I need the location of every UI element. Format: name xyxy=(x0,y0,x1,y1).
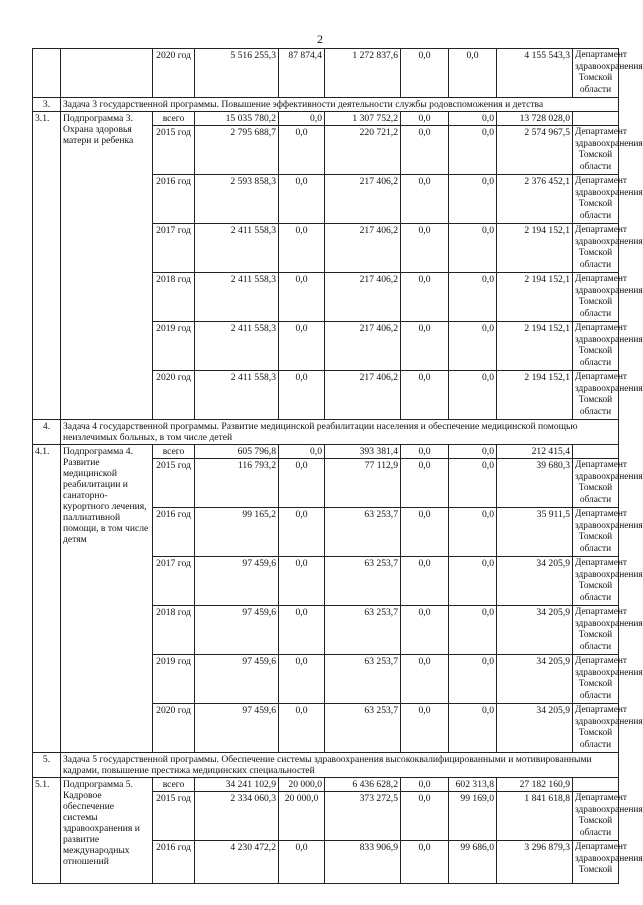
year-cell: 2016 год xyxy=(153,175,195,224)
subprogram-name: Подпрограмма 5. Кадровое обеспечение системы здравоохранения и развитие международных отношений xyxy=(61,778,153,884)
federal-cell: 0,0 xyxy=(279,459,325,508)
department-cell: Департамент здравоохранения Томской области xyxy=(573,175,619,224)
year-cell: 2020 год xyxy=(153,49,195,98)
department-cell: Департамент здравоохранения Томской области xyxy=(573,224,619,273)
tfoms-cell: 13 728 028,0 xyxy=(497,112,573,126)
total-cell: 97 459,6 xyxy=(195,557,279,606)
department-cell: Департамент здравоохранения Томской области xyxy=(573,322,619,371)
regional-cell: 1 307 752,2 xyxy=(325,112,401,126)
total-cell: 34 241 102,9 xyxy=(195,778,279,792)
regional-cell: 1 272 837,6 xyxy=(325,49,401,98)
year-cell: 2018 год xyxy=(153,606,195,655)
department-cell: Департамент здравоохранения Томской области xyxy=(573,49,619,98)
period-label: всего xyxy=(153,445,195,459)
local-cell: 0,0 xyxy=(401,175,449,224)
department-cell xyxy=(573,445,619,459)
other-cell: 0,0 xyxy=(449,175,497,224)
year-cell: 2018 год xyxy=(153,273,195,322)
local-cell: 0,0 xyxy=(401,445,449,459)
regional-cell: 833 906,9 xyxy=(325,841,401,884)
task-description: Задача 5 государственной программы. Обеспечение системы здравоохранения высококвалифицированными и мотивированными кадрами, повышение престижа медицинских специальностей xyxy=(61,753,619,778)
tfoms-cell: 2 194 152,1 xyxy=(497,371,573,420)
other-cell: 0,0 xyxy=(449,655,497,704)
financing-table xyxy=(32,48,643,884)
tfoms-cell: 3 296 879,3 xyxy=(497,841,573,884)
regional-cell: 373 272,5 xyxy=(325,792,401,841)
federal-cell: 0,0 xyxy=(279,126,325,175)
year-cell: 2019 год xyxy=(153,655,195,704)
tfoms-cell: 34 205,9 xyxy=(497,606,573,655)
department-cell: Департамент здравоохранения Томской области xyxy=(573,508,619,557)
federal-cell: 0,0 xyxy=(279,704,325,753)
year-cell: 2016 год xyxy=(153,508,195,557)
regional-cell: 63 253,7 xyxy=(325,655,401,704)
subprogram-number: 4.1. xyxy=(33,445,61,753)
period-label: всего xyxy=(153,112,195,126)
tfoms-cell: 34 205,9 xyxy=(497,655,573,704)
local-cell: 0,0 xyxy=(401,371,449,420)
other-cell: 0,0 xyxy=(449,273,497,322)
regional-cell: 217 406,2 xyxy=(325,224,401,273)
total-cell: 2 411 558,3 xyxy=(195,371,279,420)
table-row xyxy=(33,49,619,98)
total-cell: 97 459,6 xyxy=(195,704,279,753)
tfoms-cell: 34 205,9 xyxy=(497,704,573,753)
other-cell: 0,0 xyxy=(449,704,497,753)
other-cell: 0,0 xyxy=(449,126,497,175)
year-cell: 2015 год xyxy=(153,459,195,508)
department-cell xyxy=(573,778,619,792)
tfoms-cell: 1 841 618,8 xyxy=(497,792,573,841)
total-cell: 97 459,6 xyxy=(195,655,279,704)
department-cell: Департамент здравоохранения Томской области xyxy=(573,557,619,606)
regional-cell: 217 406,2 xyxy=(325,175,401,224)
tfoms-cell: 35 911,5 xyxy=(497,508,573,557)
local-cell: 0,0 xyxy=(401,49,449,98)
regional-cell: 63 253,7 xyxy=(325,606,401,655)
federal-cell: 0,0 xyxy=(279,175,325,224)
local-cell: 0,0 xyxy=(401,655,449,704)
task-number: 3. xyxy=(33,98,61,112)
other-cell: 99 686,0 xyxy=(449,841,497,884)
department-cell xyxy=(573,112,619,126)
federal-cell: 0,0 xyxy=(279,841,325,884)
department-cell: Департамент здравоохранения Томской области xyxy=(573,792,619,841)
regional-cell: 217 406,2 xyxy=(325,371,401,420)
regional-cell: 63 253,7 xyxy=(325,557,401,606)
other-cell: 0,0 xyxy=(449,322,497,371)
tfoms-cell: 4 155 543,3 xyxy=(497,49,573,98)
department-cell: Департамент здравоохранения Томской области xyxy=(573,655,619,704)
local-cell: 0,0 xyxy=(401,841,449,884)
year-cell: 2015 год xyxy=(153,126,195,175)
subprogram-total-row xyxy=(33,778,619,792)
total-cell: 5 516 255,3 xyxy=(195,49,279,98)
other-cell: 0,0 xyxy=(449,557,497,606)
total-cell: 97 459,6 xyxy=(195,606,279,655)
subprogram-number: 5.1. xyxy=(33,778,61,884)
federal-cell: 20 000,0 xyxy=(279,792,325,841)
page-number: 2 xyxy=(317,32,323,46)
federal-cell: 0,0 xyxy=(279,322,325,371)
year-cell: 2020 год xyxy=(153,371,195,420)
tfoms-cell: 2 376 452,1 xyxy=(497,175,573,224)
federal-cell: 0,0 xyxy=(279,273,325,322)
subprogram-name: Подпрограмма 4. Развитие медицинской реабилитации и санаторно-курортного лечения, паллиативной помощи, в том числе детям xyxy=(61,445,153,753)
federal-cell: 0,0 xyxy=(279,445,325,459)
federal-cell: 0,0 xyxy=(279,606,325,655)
year-cell: 2017 год xyxy=(153,557,195,606)
local-cell: 0,0 xyxy=(401,778,449,792)
subprogram-name: Подпрограмма 3. Охрана здоровья матери и ребенка xyxy=(61,112,153,420)
year-cell: 2016 год xyxy=(153,841,195,884)
other-cell: 0,0 xyxy=(449,49,497,98)
regional-cell: 220 721,2 xyxy=(325,126,401,175)
total-cell: 99 165,2 xyxy=(195,508,279,557)
local-cell: 0,0 xyxy=(401,322,449,371)
local-cell: 0,0 xyxy=(401,112,449,126)
local-cell: 0,0 xyxy=(401,459,449,508)
task-row xyxy=(33,420,619,445)
task-number: 4. xyxy=(33,420,61,445)
period-label: всего xyxy=(153,778,195,792)
local-cell: 0,0 xyxy=(401,557,449,606)
federal-cell: 20 000,0 xyxy=(279,778,325,792)
tfoms-cell: 34 205,9 xyxy=(497,557,573,606)
year-cell: 2017 год xyxy=(153,224,195,273)
local-cell: 0,0 xyxy=(401,508,449,557)
task-description: Задача 4 государственной программы. Развитие медицинской реабилитации населения и обеспечение медицинской помощью неизлечимых больных, в том числе детей xyxy=(61,420,619,445)
task-number: 5. xyxy=(33,753,61,778)
local-cell: 0,0 xyxy=(401,126,449,175)
total-cell: 116 793,2 xyxy=(195,459,279,508)
regional-cell: 63 253,7 xyxy=(325,508,401,557)
local-cell: 0,0 xyxy=(401,704,449,753)
tfoms-cell: 39 680,3 xyxy=(497,459,573,508)
table-body xyxy=(33,49,643,884)
tfoms-cell: 2 574 967,5 xyxy=(497,126,573,175)
federal-cell: 0,0 xyxy=(279,508,325,557)
other-cell: 0,0 xyxy=(449,508,497,557)
task-description: Задача 3 государственной программы. Повышение эффективности деятельности службы родовспоможения и детства xyxy=(61,98,619,112)
total-cell: 605 796,8 xyxy=(195,445,279,459)
other-cell: 0,0 xyxy=(449,606,497,655)
federal-cell: 0,0 xyxy=(279,557,325,606)
total-cell: 2 411 558,3 xyxy=(195,322,279,371)
local-cell: 0,0 xyxy=(401,606,449,655)
other-cell: 0,0 xyxy=(449,371,497,420)
task-row xyxy=(33,98,619,112)
regional-cell: 77 112,9 xyxy=(325,459,401,508)
regional-cell: 393 381,4 xyxy=(325,445,401,459)
department-cell: Департамент здравоохранения Томской области xyxy=(573,126,619,175)
regional-cell: 6 436 628,2 xyxy=(325,778,401,792)
year-cell: 2020 год xyxy=(153,704,195,753)
year-cell: 2015 год xyxy=(153,792,195,841)
other-cell: 0,0 xyxy=(449,112,497,126)
federal-cell: 0,0 xyxy=(279,371,325,420)
other-cell: 0,0 xyxy=(449,445,497,459)
other-cell: 0,0 xyxy=(449,224,497,273)
department-cell: Департамент здравоохранения Томской области xyxy=(573,704,619,753)
department-cell: Департамент здравоохранения Томской области xyxy=(573,371,619,420)
department-cell: Департамент здравоохранения Томской области xyxy=(573,459,619,508)
tfoms-cell: 2 194 152,1 xyxy=(497,322,573,371)
regional-cell: 63 253,7 xyxy=(325,704,401,753)
other-cell: 602 313,8 xyxy=(449,778,497,792)
federal-cell: 0,0 xyxy=(279,112,325,126)
regional-cell: 217 406,2 xyxy=(325,273,401,322)
tfoms-cell: 212 415,4 xyxy=(497,445,573,459)
tfoms-cell: 27 182 160,9 xyxy=(497,778,573,792)
department-cell: Департамент здравоохранения Томской xyxy=(573,841,619,884)
subprogram-number: 3.1. xyxy=(33,112,61,420)
department-cell: Департамент здравоохранения Томской области xyxy=(573,273,619,322)
total-cell: 15 035 780,2 xyxy=(195,112,279,126)
federal-cell: 0,0 xyxy=(279,224,325,273)
local-cell: 0,0 xyxy=(401,224,449,273)
tfoms-cell: 2 194 152,1 xyxy=(497,273,573,322)
task-row xyxy=(33,753,619,778)
total-cell: 2 593 858,3 xyxy=(195,175,279,224)
other-cell: 0,0 xyxy=(449,459,497,508)
department-cell: Департамент здравоохранения Томской области xyxy=(573,606,619,655)
other-cell: 99 169,0 xyxy=(449,792,497,841)
total-cell: 2 411 558,3 xyxy=(195,273,279,322)
subprogram-total-row xyxy=(33,112,619,126)
regional-cell: 217 406,2 xyxy=(325,322,401,371)
local-cell: 0,0 xyxy=(401,273,449,322)
federal-cell: 0,0 xyxy=(279,655,325,704)
total-cell: 2 334 060,3 xyxy=(195,792,279,841)
local-cell: 0,0 xyxy=(401,792,449,841)
subprogram-total-row xyxy=(33,445,619,459)
total-cell: 2 411 558,3 xyxy=(195,224,279,273)
year-cell: 2019 год xyxy=(153,322,195,371)
federal-cell: 87 874,4 xyxy=(279,49,325,98)
total-cell: 4 230 472,2 xyxy=(195,841,279,884)
tfoms-cell: 2 194 152,1 xyxy=(497,224,573,273)
total-cell: 2 795 688,7 xyxy=(195,126,279,175)
